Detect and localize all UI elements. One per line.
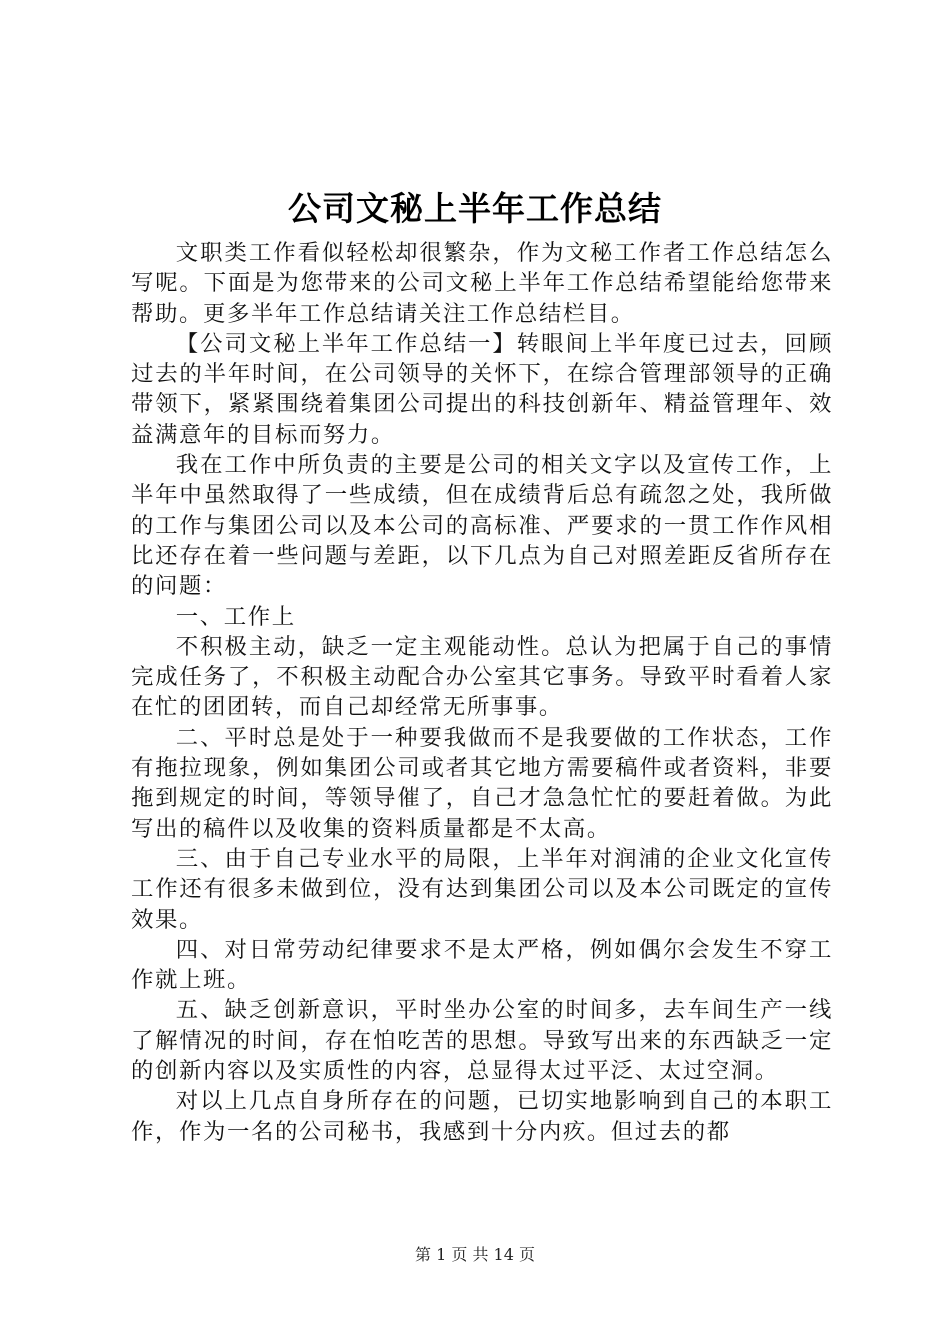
page-number-footer: 第 1 页 共 14 页: [415, 1245, 535, 1264]
paragraph-point-five: 五、缺乏创新意识，平时坐办公室的时间多，去车间生产一线了解情况的时间，存在怕吃苦的思想。导致写出来的东西缺乏一定的创新内容以及实质性的内容，总显得太过平泛、太过空洞。: [131, 997, 833, 1085]
paragraph-not-proactive: 不积极主动，缺乏一定主观能动性。总认为把属于自己的事情完成任务了，不积极主动配合办公室其它事务。导致平时看着人家在忙的团团转，而自己却经常无所事事。: [131, 633, 833, 721]
paragraph-heading-work: 一、工作上: [175, 603, 296, 630]
document-body: [131, 238, 833, 1147]
paragraph-responsibilities: 我在工作中所负责的主要是公司的相关文字以及宣传工作，上半年中虽然取得了一些成绩，但在成绩背后总有疏忽之处，我所做的工作与集团公司以及本公司的高标准、严要求的一贯工作作风相比还存在着一些问题与差距，以下几点为自己对照差距反省所存在的问题：: [131, 452, 833, 600]
document-title: 公司文秘上半年工作总结: [288, 189, 662, 228]
paragraph-summary-one: 【公司文秘上半年工作总结一】转眼间上半年度已过去，回顾过去的半年时间，在公司领导的关怀下，在综合管理部领导的正确带领下，紧紧围绕着集团公司提出的科技创新年、精益管理年、效益满意年的目标而努力。: [131, 330, 833, 448]
paragraph-intro: 文职类工作看似轻松却很繁杂，作为文秘工作者工作总结怎么写呢。下面是为您带来的公司文秘上半年工作总结希望能给您带来帮助。更多半年工作总结请关注工作总结栏目。: [131, 240, 833, 327]
paragraph-point-four: 四、对日常劳动纪律要求不是太严格，例如偶尔会发生不穿工作就上班。: [131, 936, 833, 994]
paragraph-reflection: 对以上几点自身所存在的问题，已切实地影响到自己的本职工作，作为一名的公司秘书，我感到十分内疚。但过去的都: [131, 1088, 833, 1145]
paragraph-point-three: 三、由于自己专业水平的局限，上半年对润浦的企业文化宣传工作还有很多未做到位，没有达到集团公司以及本公司既定的宣传效果。: [131, 845, 833, 933]
paragraph-point-two: 二、平时总是处于一种要我做而不是我要做的工作状态，工作有拖拉现象，例如集团公司或者其它地方需要稿件或者资料，非要拖到规定的时间，等领导催了，自己才急急忙忙的要赶着做。为此写出的稿件以及收集的资料质量都是不太高。: [131, 724, 833, 842]
